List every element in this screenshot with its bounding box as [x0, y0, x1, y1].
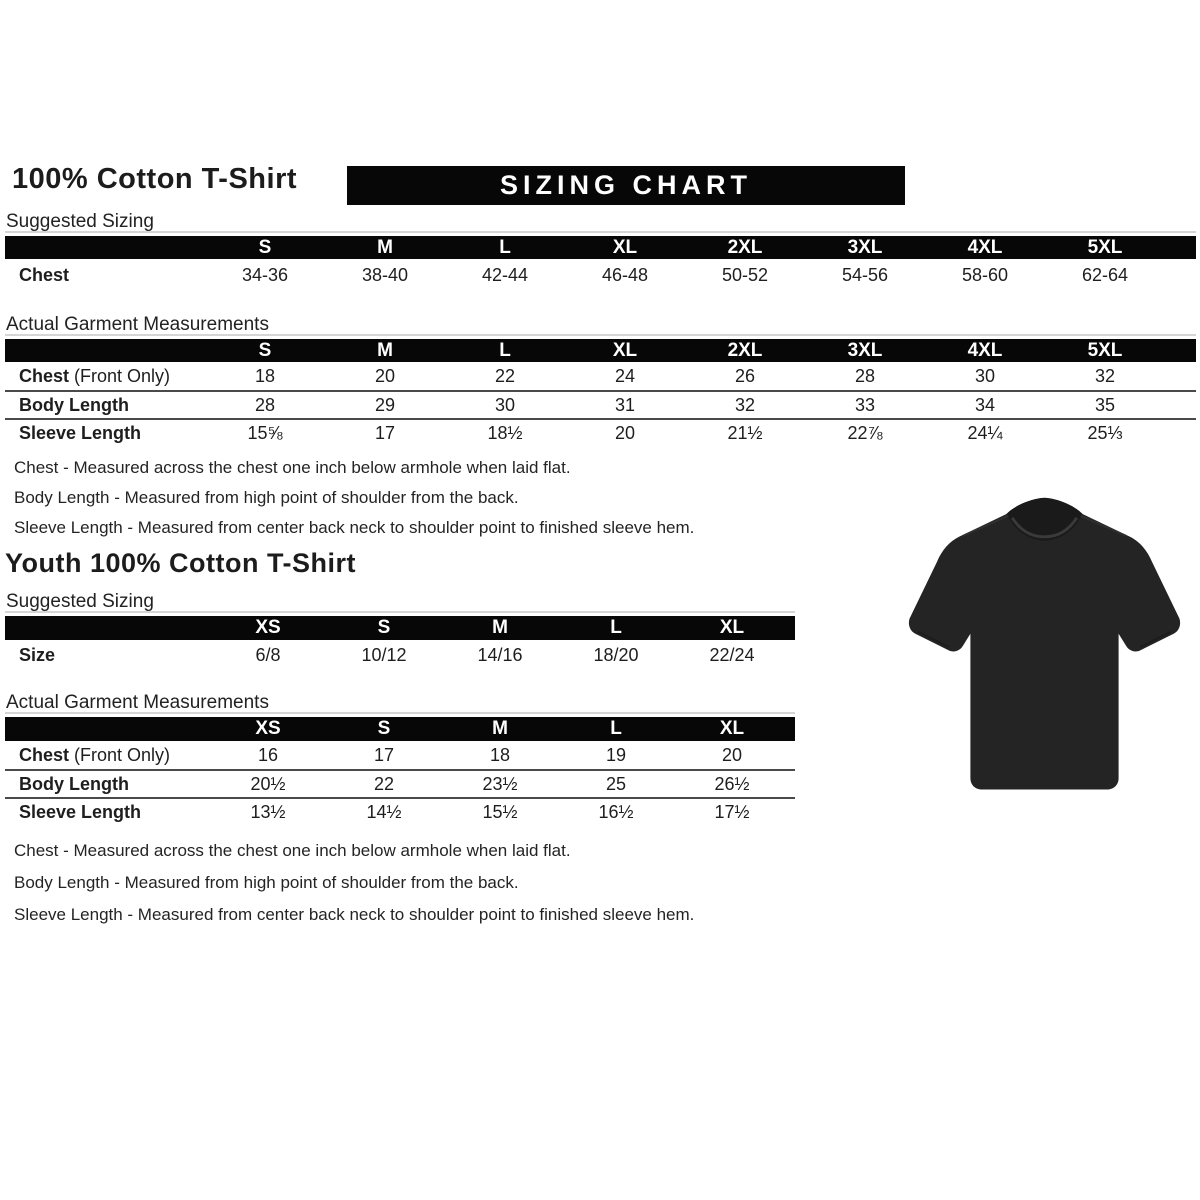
- column-header: L: [610, 617, 622, 638]
- column-header: 2XL: [727, 237, 763, 258]
- table-cell: 34: [974, 394, 996, 415]
- table-cell: 24¼: [967, 422, 1003, 443]
- column-header: 4XL: [967, 340, 1003, 361]
- table-cell: 16½: [598, 801, 634, 822]
- column-header: L: [499, 237, 511, 258]
- table-row: [5, 390, 1196, 418]
- row-label-bold: Body Length: [19, 394, 129, 415]
- row-label-bold: Size: [19, 645, 56, 665]
- table-cell: 38-40: [361, 265, 409, 285]
- column-header: XS: [255, 617, 281, 638]
- youth-actual-header-row: [5, 717, 795, 741]
- table-cell: 6/8: [255, 645, 281, 665]
- table-cell: 35: [1094, 394, 1116, 415]
- column-header: S: [258, 340, 272, 361]
- row-label: [5, 366, 205, 387]
- column-header: M: [492, 718, 508, 739]
- adult-actual-header-row: [5, 339, 1196, 362]
- table-cell: 29: [374, 394, 396, 415]
- table-cell: 22: [373, 773, 395, 794]
- table-row: [5, 797, 795, 825]
- column-header: XL: [612, 340, 638, 361]
- sizing-chart-banner: SIZING CHART: [347, 166, 905, 205]
- table-cell: 20: [614, 422, 636, 443]
- column-header: M: [377, 237, 393, 258]
- table-cell: 25: [605, 773, 627, 794]
- row-label: [5, 395, 205, 416]
- table-cell: 54-56: [841, 265, 889, 285]
- measurement-note: Body Length - Measured from high point of shoulder from the back.: [14, 488, 519, 507]
- table-row: [5, 418, 1196, 446]
- row-label-bold: Sleeve Length: [19, 801, 142, 822]
- table-cell: 19: [605, 744, 627, 765]
- youth-suggested-table: [5, 611, 795, 671]
- table-cell: 32: [734, 394, 756, 415]
- table-cell: 14½: [366, 801, 402, 822]
- table-row: [5, 640, 795, 671]
- column-header: XL: [612, 237, 638, 258]
- youth-suggested-sizing-label: Suggested Sizing: [6, 591, 154, 612]
- row-label: [5, 645, 210, 666]
- measurement-note: Body Length - Measured from high point of shoulder from the back.: [14, 873, 519, 892]
- table-cell: 24: [614, 365, 636, 386]
- row-label-bold: Sleeve Length: [19, 422, 142, 443]
- adult-suggested-header-row: [5, 236, 1196, 259]
- column-header: 3XL: [847, 340, 883, 361]
- table-cell: 46-48: [601, 265, 649, 285]
- column-header: M: [492, 617, 508, 638]
- table-cell: 26: [734, 365, 756, 386]
- column-header: XL: [719, 617, 745, 638]
- row-label-bold: Body Length: [19, 773, 129, 794]
- tshirt-body: [909, 498, 1180, 790]
- youth-actual-table: [5, 712, 795, 825]
- table-cell: 10/12: [361, 645, 407, 665]
- table-cell: 31: [614, 394, 636, 415]
- table-cell: 28: [254, 394, 276, 415]
- column-header: XL: [719, 718, 745, 739]
- column-header: M: [377, 340, 393, 361]
- row-label: [5, 423, 205, 444]
- table-row: [5, 362, 1196, 390]
- adult-suggested-sizing-label: Suggested Sizing: [6, 211, 154, 232]
- column-header: 3XL: [847, 237, 883, 258]
- column-header: 5XL: [1087, 340, 1123, 361]
- table-cell: 26½: [714, 773, 750, 794]
- row-label-bold: Chest: [19, 744, 70, 765]
- page-title: 100% Cotton T-Shirt: [12, 163, 298, 195]
- table-cell: 20: [721, 744, 743, 765]
- column-header: S: [377, 617, 391, 638]
- table-cell: 14/16: [477, 645, 523, 665]
- table-row: [5, 741, 795, 769]
- table-cell: 18: [489, 744, 511, 765]
- table-cell: 13½: [250, 801, 286, 822]
- column-header: 4XL: [967, 237, 1003, 258]
- column-header: 5XL: [1087, 237, 1123, 258]
- measurement-note: Chest - Measured across the chest one inch below armhole when laid flat.: [14, 458, 571, 477]
- adult-actual-table: [5, 334, 1196, 446]
- column-header: L: [499, 340, 511, 361]
- row-label: [5, 745, 210, 766]
- measurement-note: Sleeve Length - Measured from center back neck to shoulder point to finished sleeve hem.: [14, 905, 695, 924]
- adult-measurement-notes: [14, 458, 694, 548]
- table-cell: 20½: [250, 773, 286, 794]
- table-cell: 50-52: [721, 265, 769, 285]
- youth-measurement-notes: [14, 841, 694, 937]
- row-label: [5, 802, 210, 823]
- table-cell: 20: [374, 365, 396, 386]
- column-header: 2XL: [727, 340, 763, 361]
- table-cell: 16: [257, 744, 279, 765]
- tshirt-image: [902, 488, 1187, 806]
- table-cell: 17: [374, 422, 396, 443]
- youth-suggested-header-row: [5, 616, 795, 640]
- table-cell: 33: [854, 394, 876, 415]
- table-cell: 32: [1094, 365, 1116, 386]
- tshirt-product-image: [902, 488, 1187, 806]
- table-cell: 15⅝: [247, 422, 283, 443]
- column-header: XS: [255, 718, 281, 739]
- youth-actual-measurements-label: Actual Garment Measurements: [6, 692, 269, 713]
- column-header: S: [258, 237, 272, 258]
- row-label-bold: Chest: [19, 365, 70, 386]
- measurement-note: Chest - Measured across the chest one inch below armhole when laid flat.: [14, 841, 571, 860]
- adult-actual-measurements-label: Actual Garment Measurements: [6, 314, 269, 335]
- table-cell: 58-60: [961, 265, 1009, 285]
- table-cell: 22: [494, 365, 516, 386]
- table-cell: 22⅞: [847, 422, 883, 443]
- table-cell: 30: [494, 394, 516, 415]
- adult-suggested-table: [5, 231, 1196, 292]
- column-header: S: [377, 718, 391, 739]
- column-header: L: [610, 718, 622, 739]
- table-cell: 25⅓: [1087, 422, 1123, 443]
- row-label-bold: Chest: [19, 265, 70, 285]
- youth-section-title: Youth 100% Cotton T-Shirt: [5, 548, 356, 578]
- measurement-note: Sleeve Length - Measured from center back neck to shoulder point to finished sleeve hem.: [14, 518, 695, 537]
- table-row: [5, 259, 1196, 292]
- table-cell: 21½: [727, 422, 763, 443]
- table-cell: 17: [373, 744, 395, 765]
- table-cell: 17½: [714, 801, 750, 822]
- table-cell: 28: [854, 365, 876, 386]
- row-label-rest: (Front Only): [69, 744, 171, 765]
- table-cell: 15½: [482, 801, 518, 822]
- table-cell: 23½: [482, 773, 518, 794]
- table-cell: 42-44: [481, 265, 529, 285]
- row-label-rest: (Front Only): [69, 365, 171, 386]
- row-label: [5, 265, 205, 286]
- table-cell: 30: [974, 365, 996, 386]
- table-cell: 18: [254, 365, 276, 386]
- table-cell: 62-64: [1081, 265, 1129, 285]
- table-cell: 22/24: [709, 645, 755, 665]
- table-cell: 34-36: [241, 265, 289, 285]
- row-label: [5, 774, 210, 795]
- table-cell: 18/20: [593, 645, 639, 665]
- table-cell: 18½: [487, 422, 523, 443]
- table-row: [5, 769, 795, 797]
